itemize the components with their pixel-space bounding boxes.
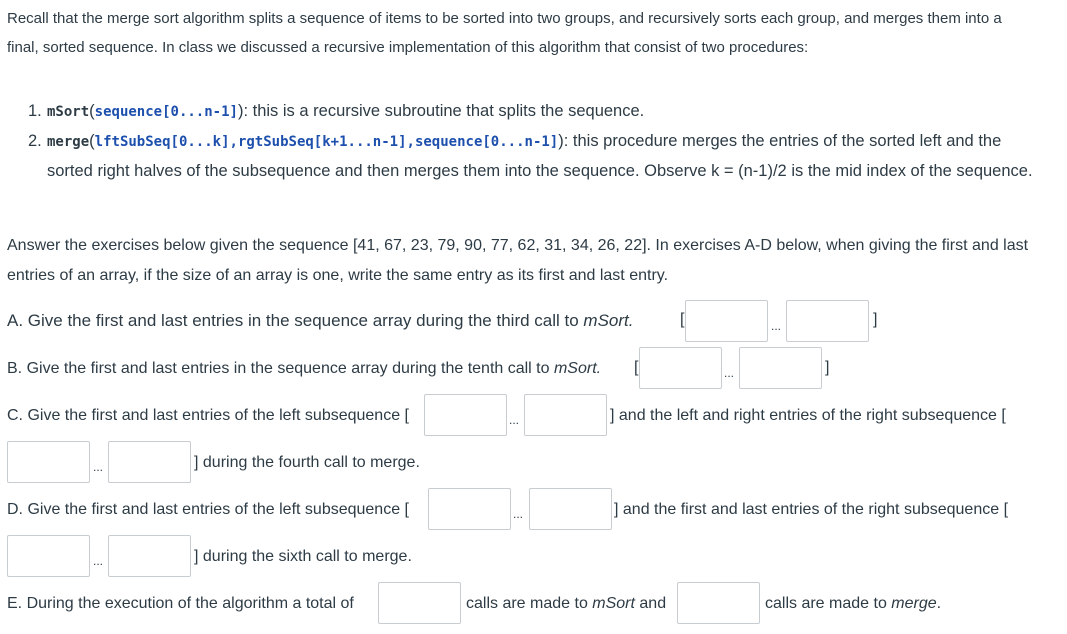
paren-open: ( [89,132,95,150]
paren-close: ) [237,102,244,120]
exercise-d-question: D. Give the first and last entries of the left subsequence [ [7,501,409,518]
exercise-b-question [7,359,601,379]
procedure-description: : this is a recursive subroutine that splits the sequence. [243,102,645,120]
procedure-name: mSort [47,104,90,120]
exercise-c-mid-text: ] and the left and right entries of the right subsequence [ [610,407,1006,424]
exercise-d-left-last-input[interactable] [529,488,612,530]
exercise-a-question [7,311,633,331]
procedure-item-merge [28,127,1038,186]
exercise-e-mid-text [466,594,666,614]
list-number: 1. [28,102,42,120]
exercise-d-left-first-input[interactable] [428,488,511,530]
exercise-e-end-a: calls are made to [765,595,892,612]
exercise-d-right-last-input[interactable] [108,535,191,577]
exercise-e-end-b: . [936,595,942,612]
ellipsis: ... [93,460,104,474]
exercise-e-end-text [765,594,941,614]
intro-paragraph: Recall that the merge sort algorithm splits a sequence of items to be sorted into two groups, and recursively sorts each group, and merges them into a final, sorted sequence. In class we discussed a recursive implementation of this algorithm that consist of two procedures: [7,10,1002,56]
exercise-b-first-input[interactable] [639,347,722,389]
exercise-e-merge-calls-input[interactable] [677,582,760,624]
exercise-c-end-text: ] during the fourth call to merge. [194,454,420,471]
paren-open: ( [89,102,95,120]
bracket-open: [ [634,359,639,376]
bracket-close: ] [873,311,878,328]
exercise-c-left-first-input[interactable] [424,394,507,436]
exercise-e-end-em: merge [891,595,937,612]
exercise-e-question: E. During the execution of the algorithm a total of [7,595,354,612]
exercise-instructions: Answer the exercises below given the sequence [41, 67, 23, 79, 90, 77, 62, 31, 34, 26, 22]. In exercises A-D below, when giving the first and last entries of an array, if the size of an array is one, write the same entry as its first and last entry. [7,237,1029,284]
exercise-c-right-last-input[interactable] [108,441,191,483]
exercise-d-right-first-input[interactable] [7,535,90,577]
procedure-list [28,97,1038,186]
exercise-b-last-input[interactable] [739,347,822,389]
exercise-a-text: A. Give the first and last entries in the sequence array during the third call to [7,311,584,330]
exercise-c-question: C. Give the first and last entries of the left subsequence [ [7,407,409,424]
exercise-b-em: mSort. [553,360,602,377]
list-number: 2. [28,132,42,150]
ellipsis: ... [509,413,520,427]
procedure-args: sequence[0...n-1] [94,104,238,120]
exercise-b-text: B. Give the first and last entries in the sequence array during the tenth call to [7,360,554,377]
exercise-c-right-first-input[interactable] [7,441,90,483]
ellipsis: ... [93,554,104,568]
exercise-e-msort-calls-input[interactable] [378,582,461,624]
exercise-a-em: mSort. [583,311,634,330]
exercise-a-first-input[interactable] [685,300,768,342]
procedure-name: merge [47,134,90,150]
ellipsis: ... [513,507,524,521]
paren-close: ) [558,132,564,150]
procedure-args: lftSubSeq[0...k],rgtSubSeq[k+1...n-1],sequence[0...n-1] [94,134,559,150]
exercise-a-last-input[interactable] [786,300,869,342]
exercise-c-left-last-input[interactable] [524,394,607,436]
bracket-open: [ [680,311,685,328]
exercise-e-mid-em: mSort [592,595,635,612]
bracket-close: ] [825,359,830,376]
exercise-e-mid-b: and [634,595,667,612]
procedure-description: : this procedure merges the entries of the sorted left and the sorted right halves of the subsequence and then merges them into the sequence. Observe k = (n-1)/2 is the mid index of the sequence. [47,132,1033,180]
exercise-e-mid-a: calls are made to [466,595,593,612]
ellipsis: ... [771,319,782,333]
exercise-d-mid-text: ] and the first and last entries of the right subsequence [ [614,501,1009,518]
procedure-item-msort [28,97,1038,127]
ellipsis: ... [724,366,735,380]
exercise-d-end-text: ] during the sixth call to merge. [194,548,412,565]
